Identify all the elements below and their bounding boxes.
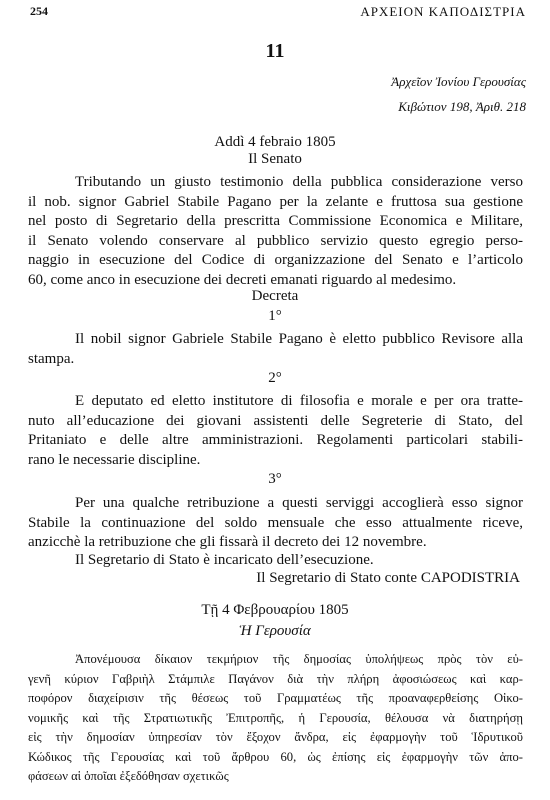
text-line: E deputato ed eletto institutore di filosofia e morale e per ora tratte- <box>75 393 523 409</box>
article-1-text <box>28 330 523 369</box>
text-line: εἰς τὴν δημοσίαν ὑπηρεσίαν τὸν ἔξοχον ἄνδρα, εἰς ἐφαρμογὴν τοῦ Ἱδρυτικοῦ <box>28 730 523 744</box>
text-line: Pritaniato e delle altre amministrazioni. Regolamenti particolari stabili- <box>28 432 523 449</box>
text-line: nel posto di Segretario della prescritta Commissione Economica e Militare, <box>28 213 523 230</box>
text-line: il nob. signor Gabriel Stabile Pagano per la zelante e fruttosa sua gestione <box>28 193 523 210</box>
italian-issuing-body: Il Senato <box>248 151 302 167</box>
document-number: 11 <box>265 40 285 62</box>
text-line: φάσεων αἱ ὁποῖαι ἐξεδόθησαν σχετικῶς <box>28 769 229 783</box>
greek-issuing-body: Ἡ Γερουσία <box>239 623 311 639</box>
text-line: Tributando un giusto testimonio della pubblica considerazione verso <box>75 174 523 190</box>
source-archive: Ἀρχεῖον Ἰονίου Γερουσίας <box>391 74 526 89</box>
text-line: stampa. <box>28 350 75 367</box>
text-line: Ἀπονέμουσα δίκαιον τεκμήριον τῆς δημοσίας ὑπολήψεως πρὸς τὸν εὐ- <box>75 652 523 666</box>
text-line: Il nobil signor Gabriele Stabile Pagano è eletto pubblico Revisore alla <box>75 331 523 347</box>
text-line: 60, come anco in esecuzione dei decreti emanati riguardo al medesimo. <box>28 271 457 288</box>
greek-preamble <box>28 650 523 787</box>
running-head: ΑΡΧΕΙΟΝ ΚΑΠΟΔΙΣΤΡΙΑ <box>360 4 526 19</box>
text-line: il Senato volendo conservare al pubblico servizio questo egregio perso- <box>28 232 523 249</box>
text-line: γενῆ κύριον Γαβριὴλ Στάμπιλε Παγάνον διὰ τὴν πλήρη ἀφοσιώσεως καὶ καρ- <box>28 671 523 686</box>
source-location: Κιβώτιον 198, Ἀριθ. 218 <box>398 99 526 114</box>
text-line: ποφόρον διαχείρισιν τῆς θέσεως τοῦ Γραμματέως τῆς προαναφερθείσης Οἰκο- <box>28 691 523 705</box>
text-line: nuto all’educazione dei giovani assistenti delle Segreterie di Stato, del <box>28 412 523 429</box>
greek-date: Τῇ 4 Φεβρουαρίου 1805 <box>201 602 349 618</box>
text-line: Il Segretario di Stato è incaricato dell’esecuzione. <box>75 552 374 568</box>
text-line: naggio in esecuzione del Codice di organizzazione del Senato e l’articolo <box>28 252 523 269</box>
text-line: νομικῆς καὶ τῆς Στρατιωτικῆς Ἐπιτροπῆς, ἡ Γερουσία, θέλουσα νὰ διατηρήσῃ <box>28 710 523 725</box>
text-line: rano le necessarie discipline. <box>28 451 201 468</box>
article-1-heading: 1° <box>268 308 282 324</box>
text-line: Κώδικος τῆς Γερουσίας καὶ τοῦ ἄρθρου 60, ὡς ἐπίσης εἰς ἐφαρμογὴν τῶν ἀπο- <box>28 749 523 764</box>
execution-clause <box>28 551 523 571</box>
article-2-text <box>28 392 523 470</box>
text-line: Stabile la continuazione del soldo mensuale che esso attualmente riceve, <box>28 514 523 531</box>
article-3-heading: 3° <box>268 471 282 487</box>
page-number: 254 <box>30 4 48 18</box>
article-3-text <box>28 494 523 553</box>
signature-line: Il Segretario di Stato conte CAPODISTRIA <box>256 570 520 586</box>
italian-date: Addì 4 febraio 1805 <box>214 134 336 150</box>
text-line: Per una qualche retribuzione a questi serviggi accoglierà esso signor <box>75 495 523 511</box>
italian-preamble <box>28 173 523 291</box>
article-2-heading: 2° <box>268 370 282 386</box>
decreta-heading: Decreta <box>251 288 299 304</box>
text-line: anzicchè la retribuzione che gli fissarà il decreto dei 12 novembre. <box>28 534 427 551</box>
